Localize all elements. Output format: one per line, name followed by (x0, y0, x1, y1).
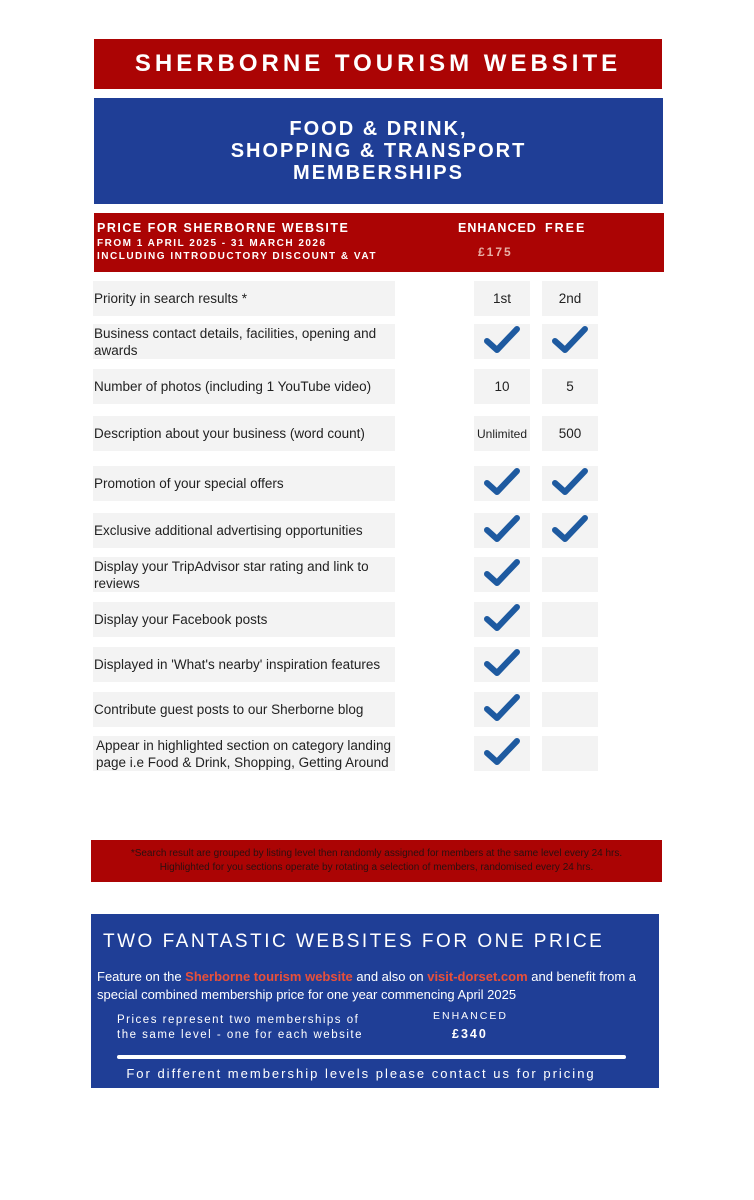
checkmark-icon (484, 325, 520, 358)
divider (117, 1055, 626, 1059)
checkmark-icon (484, 648, 520, 681)
feature-cell (93, 466, 395, 501)
free-cell (542, 602, 598, 637)
enhanced-price: £175 (478, 245, 513, 259)
feature-label: Display your TripAdvisor star rating and link to reviews (94, 558, 369, 591)
feature-cell (93, 736, 395, 771)
contact-for-pricing: For different membership levels please contact us for pricing (126, 1066, 596, 1081)
feature-cell (93, 513, 395, 548)
enhanced-value: 10 (494, 379, 510, 394)
checkmark-icon (552, 514, 588, 547)
feature-label: Number of photos (including 1 YouTube video) (94, 379, 372, 394)
free-value: 5 (566, 379, 574, 394)
pricing-header (94, 213, 664, 272)
combined-offer-title: TWO FANTASTIC WEBSITES FOR ONE PRICE (103, 931, 605, 952)
feature-row (0, 692, 754, 727)
feature-cell (93, 692, 395, 727)
free-cell (542, 513, 598, 548)
checkmark-icon (552, 467, 588, 500)
feature-row (0, 647, 754, 682)
combined-offer-description: Feature on the Sherborne tourism website and also on visit-dorset.com and benefit from a special combined membership price for one year commencing April 2025 (97, 969, 637, 1002)
checkmark-icon (484, 603, 520, 636)
checkmark-icon (484, 737, 520, 770)
pricing-period: FROM 1 APRIL 2025 - 31 MARCH 2026 (97, 238, 327, 249)
free-cell (542, 369, 598, 404)
enhanced-cell (474, 602, 530, 637)
free-cell (542, 692, 598, 727)
enhanced-value: Unlimited (476, 426, 527, 441)
feature-label: Display your Facebook posts (94, 612, 268, 627)
heading-line-2: SHOPPING & TRANSPORT (230, 140, 527, 162)
pricing-vat-note: INCLUDING INTRODUCTORY DISCOUNT & VAT (97, 251, 377, 262)
feature-row (0, 324, 754, 359)
feature-label: Description about your business (word count) (94, 426, 365, 441)
feature-label: Business contact details, facilities, opening and awards (94, 325, 377, 358)
page-title: SHERBORNE TOURISM WEBSITE (94, 39, 662, 89)
feature-row (0, 557, 754, 592)
column-free: FREE (545, 221, 587, 235)
feature-row (0, 736, 754, 771)
membership-heading (94, 98, 663, 204)
enhanced-cell (474, 416, 530, 451)
feature-cell (93, 281, 395, 316)
free-cell (542, 466, 598, 501)
enhanced-cell (474, 736, 530, 771)
feature-label: Contribute guest posts to our Sherborne blog (94, 702, 364, 717)
column-enhanced: ENHANCED (458, 221, 537, 235)
feature-label: Priority in search results * (94, 291, 248, 306)
heading-line-1: FOOD & DRINK, (289, 118, 468, 140)
free-cell (542, 736, 598, 771)
feature-row (0, 281, 754, 316)
free-cell (542, 557, 598, 592)
free-cell (542, 324, 598, 359)
enhanced-cell (474, 466, 530, 501)
feature-row (0, 416, 754, 451)
heading-line-3: MEMBERSHIPS (293, 162, 464, 184)
feature-label: Exclusive additional advertising opportunities (94, 523, 363, 538)
feature-cell (93, 647, 395, 682)
checkmark-icon (484, 467, 520, 500)
enhanced-cell (474, 647, 530, 682)
combined-enhanced-price: £340 (452, 1027, 488, 1041)
footnote-line-1: *Search result are grouped by listing level then randomly assigned for members at the same level every 24 hrs. (130, 848, 623, 859)
feature-cell (93, 369, 395, 404)
pricing-title: PRICE FOR SHERBORNE WEBSITE (97, 221, 350, 235)
free-cell (542, 416, 598, 451)
enhanced-cell (474, 513, 530, 548)
combined-price-note: Prices represent two memberships of the same level - one for each website (117, 1014, 363, 1041)
feature-cell (93, 416, 395, 451)
search-footnote (91, 840, 662, 882)
combined-offer-panel (91, 914, 659, 1088)
enhanced-value: 1st (492, 291, 511, 306)
sherborne-website-link[interactable]: Sherborne tourism website (185, 969, 353, 984)
feature-cell (93, 324, 395, 359)
enhanced-cell (474, 324, 530, 359)
enhanced-cell (474, 281, 530, 316)
checkmark-icon (484, 558, 520, 591)
feature-label: Promotion of your special offers (94, 476, 284, 491)
feature-label: Appear in highlighted section on category landing page i.e Food & Drink, Shopping, Getting Around (96, 737, 391, 770)
checkmark-icon (484, 693, 520, 726)
feature-cell (93, 557, 395, 592)
feature-cell (93, 602, 395, 637)
free-cell (542, 647, 598, 682)
free-value: 2nd (558, 291, 582, 306)
feature-row (0, 602, 754, 637)
feature-row (0, 513, 754, 548)
footnote-line-2: Highlighted for you sections operate by rotating a selection of members, randomised every 24 hrs. (159, 862, 594, 873)
visit-dorset-link[interactable]: visit-dorset.com (427, 969, 528, 984)
feature-label: Displayed in 'What's nearby' inspiration features (94, 657, 381, 672)
feature-row (0, 466, 754, 501)
enhanced-cell (474, 557, 530, 592)
free-cell (542, 281, 598, 316)
checkmark-icon (484, 514, 520, 547)
combined-enhanced-label: ENHANCED (433, 1010, 508, 1022)
feature-row (0, 369, 754, 404)
enhanced-cell (474, 692, 530, 727)
enhanced-cell (474, 369, 530, 404)
checkmark-icon (552, 325, 588, 358)
free-value: 500 (558, 426, 582, 441)
